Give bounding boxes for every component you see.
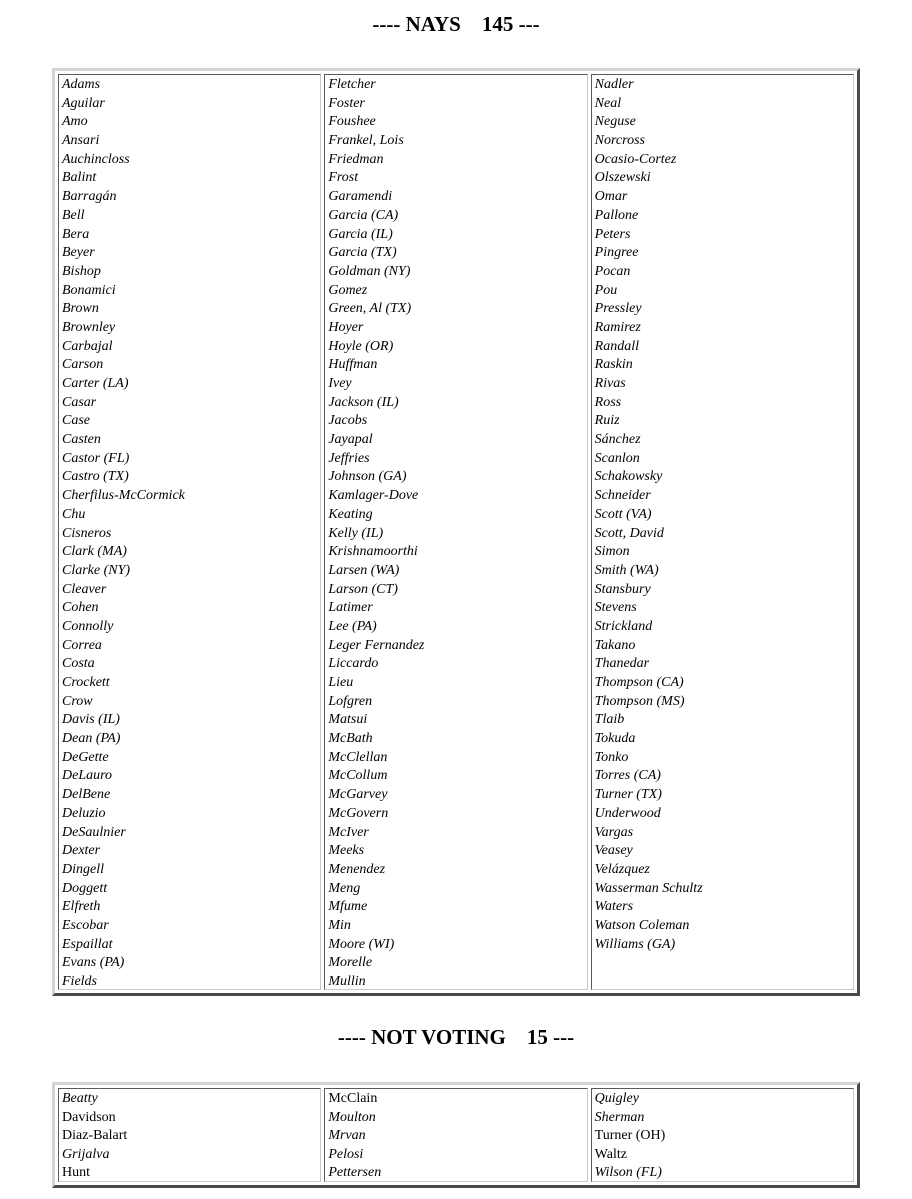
nays-member-name: Foster [328, 95, 365, 111]
nays-member-name: Bera [62, 226, 90, 242]
nays-member-name: McBath [328, 731, 373, 747]
nays-member-name: Wasserman Schultz [594, 880, 703, 896]
nays-member-name: Frankel, Lois [328, 133, 404, 149]
nays-member-name: Balint [62, 170, 97, 186]
nays-member-name: DeLauro [62, 768, 113, 784]
nays-member-name: Neal [594, 95, 622, 111]
nays-member-name: Tonko [594, 749, 629, 765]
nays-member-name: Schneider [594, 488, 651, 504]
nays-member-name: Deluzio [62, 805, 106, 821]
nays-member-name: Gomez [328, 282, 368, 298]
nays-member-name: Lofgren [328, 693, 373, 709]
nays-member-name: Velázquez [594, 861, 650, 877]
nays-member-name: Barragán [62, 189, 117, 205]
nays-member-name: Keating [328, 506, 373, 522]
nays-member-name: Cohen [62, 600, 99, 616]
nays-member-name: Crockett [62, 675, 110, 690]
nays-member-name: DelBene [62, 787, 111, 803]
nays-member-name: Foushee [328, 114, 376, 130]
not-voting-member-name: McClain [328, 1091, 378, 1106]
nays-member-name: Meeks [328, 843, 365, 859]
nays-member-name: Rivas [594, 376, 626, 391]
nays-member-name: Escobar [62, 917, 109, 933]
nays-member-name: DeSaulnier [62, 824, 126, 840]
not-voting-column-2 [324, 1088, 587, 1182]
nays-member-name: Fletcher [328, 77, 376, 92]
nays-member-name: McIver [328, 824, 369, 840]
nays-member-name: Garcia (IL) [328, 226, 393, 242]
nays-member-name: Larsen (WA) [328, 562, 400, 578]
nays-member-name: Torres (CA) [594, 768, 661, 784]
nays-member-name: Fields [62, 974, 97, 989]
nays-member-name: Hoyle (OR) [328, 338, 394, 354]
nays-member-name: Norcross [594, 133, 645, 149]
nays-table [52, 68, 860, 996]
nays-member-name: Carbajal [62, 338, 113, 354]
not-voting-member-name: Diaz-Balart [62, 1128, 128, 1144]
nays-member-name: Smith (WA) [594, 562, 659, 578]
nays-member-name: Matsui [328, 712, 368, 728]
nays-member-name: McGarvey [328, 787, 388, 803]
nays-member-name: Sánchez [594, 432, 641, 448]
nays-member-name: Kelly (IL) [328, 525, 384, 541]
nays-member-name: Moore (WI) [328, 936, 395, 952]
nays-member-name: Scott (VA) [594, 506, 652, 522]
nays-member-name: Omar [594, 189, 628, 205]
nays-member-name: Underwood [594, 805, 661, 821]
nays-member-name: Mullin [328, 974, 366, 989]
nays-member-name: Clark (MA) [62, 544, 127, 560]
nays-member-name: Ivey [328, 376, 352, 391]
not-voting-member-name: Turner (OH) [594, 1128, 666, 1144]
nays-member-name: Casar [62, 394, 97, 410]
nays-member-name: Ocasio-Cortez [594, 151, 677, 167]
nays-member-name: McClellan [328, 749, 388, 765]
nays-member-name: Green, Al (TX) [328, 301, 412, 317]
nays-member-name: Turner (TX) [594, 787, 662, 803]
nays-member-name: Williams (GA) [594, 936, 676, 952]
not-voting-member-name: Mrvan [328, 1128, 366, 1144]
nays-member-name: Friedman [328, 151, 384, 167]
nays-member-name: Johnson (GA) [328, 469, 407, 485]
nays-member-name: Chu [62, 506, 86, 522]
nays-member-name: Evans (PA) [62, 955, 125, 971]
nays-member-name: Ruiz [594, 413, 620, 429]
nays-member-name: Pressley [594, 301, 642, 317]
nays-member-name: Vargas [594, 824, 634, 840]
nays-member-name: Clarke (NY) [62, 562, 131, 578]
nays-member-name: Neguse [594, 114, 636, 130]
nays-member-name: Ross [594, 394, 622, 410]
not-voting-member-name: Sherman [594, 1109, 645, 1125]
nays-member-name: Leger Fernandez [328, 637, 425, 653]
nays-member-name: Morelle [328, 955, 373, 971]
nays-member-name: Carson [62, 357, 104, 373]
nays-member-name: Brown [62, 301, 99, 317]
not-voting-heading: ---- NOT VOTING 15 --- [337, 1025, 575, 1049]
nays-member-name: DeGette [62, 749, 109, 765]
nays-member-name: Stansbury [594, 581, 651, 597]
nays-member-name: Dexter [62, 843, 101, 859]
nays-member-name: Brownley [62, 319, 116, 335]
nays-member-name: Huffman [328, 357, 378, 373]
not-voting-member-name: Beatty [62, 1091, 98, 1106]
nays-member-name: Takano [594, 637, 636, 653]
nays-member-name: Beyer [62, 245, 95, 261]
nays-member-name: Scott, David [594, 525, 664, 541]
nays-member-name: Thompson (MS) [594, 693, 685, 709]
nays-member-name: Min [328, 917, 351, 933]
not-voting-table [52, 1082, 860, 1188]
nays-member-name: Carter (LA) [62, 376, 129, 391]
nays-member-name: Cherfilus-McCormick [62, 488, 185, 504]
not-voting-column-1 [58, 1088, 321, 1182]
not-voting-member-name: Pettersen [328, 1165, 382, 1181]
nays-member-name: Kamlager-Dove [328, 488, 419, 504]
nays-member-name: Ramirez [594, 319, 641, 335]
nays-member-name: Thanedar [594, 656, 650, 672]
nays-member-name: Garcia (TX) [328, 245, 397, 261]
not-voting-member-name: Quigley [594, 1091, 639, 1106]
not-voting-member-name: Hunt [62, 1165, 90, 1181]
nays-heading: ---- NAYS 145 --- [372, 12, 540, 36]
nays-member-name: McCollum [328, 768, 388, 784]
nays-member-name: Larson (CT) [328, 581, 398, 597]
nays-member-name: Bishop [62, 263, 101, 279]
nays-member-name: Strickland [594, 618, 653, 634]
nays-member-name: Bonamici [62, 282, 116, 298]
nays-member-name: Pingree [594, 245, 639, 261]
nays-member-name: Watson Coleman [594, 917, 690, 933]
nays-member-name: Garcia (CA) [328, 207, 399, 223]
nays-member-name: Thompson (CA) [594, 675, 684, 690]
not-voting-column-3 [591, 1088, 854, 1182]
nays-member-name: Meng [328, 880, 361, 896]
nays-member-name: Garamendi [328, 189, 393, 205]
nays-member-name: Costa [62, 656, 95, 672]
nays-member-name: Cisneros [62, 525, 112, 541]
nays-member-name: Simon [594, 544, 630, 560]
not-voting-member-name: Pelosi [328, 1146, 364, 1162]
nays-member-name: Jackson (IL) [328, 394, 399, 410]
nays-member-name: Elfreth [62, 899, 101, 915]
nays-member-name: McGovern [328, 805, 389, 821]
nays-member-name: Olszewski [594, 170, 651, 186]
nays-column-1 [58, 74, 321, 990]
nays-member-name: Krishnamoorthi [328, 544, 418, 560]
nays-member-name: Auchincloss [62, 151, 130, 167]
nays-member-name: Stevens [594, 600, 637, 616]
nays-member-name: Dingell [62, 861, 104, 877]
not-voting-member-name: Wilson (FL) [594, 1165, 662, 1181]
not-voting-member-name: Moulton [328, 1109, 376, 1125]
nays-member-name: Casten [62, 432, 101, 448]
nays-member-name: Peters [594, 226, 631, 242]
nays-member-name: Jayapal [328, 432, 373, 448]
nays-member-name: Latimer [328, 600, 373, 616]
nays-member-name: Raskin [594, 357, 633, 373]
nays-member-name: Lieu [328, 675, 354, 690]
not-voting-member-name: Grijalva [62, 1146, 110, 1162]
nays-member-name: Nadler [594, 77, 634, 92]
nays-member-name: Dean (PA) [62, 731, 121, 747]
nays-member-name: Davis (IL) [62, 712, 120, 728]
not-voting-member-name: Davidson [62, 1109, 116, 1125]
nays-member-name: Mfume [328, 899, 368, 915]
nays-column-3 [591, 74, 854, 990]
nays-member-name: Crow [62, 693, 93, 709]
nays-member-name: Doggett [62, 880, 108, 896]
nays-member-name: Liccardo [328, 656, 379, 672]
nays-member-name: Tlaib [594, 712, 625, 728]
nays-member-name: Espaillat [62, 936, 113, 952]
nays-member-name: Jeffries [328, 450, 370, 466]
nays-member-name: Waters [594, 899, 634, 915]
nays-member-name: Frost [328, 170, 359, 186]
nays-member-name: Menendez [328, 861, 386, 877]
nays-member-name: Pocan [594, 263, 631, 279]
not-voting-member-name: Waltz [594, 1146, 627, 1162]
nays-member-name: Case [62, 413, 90, 429]
nays-member-name: Pallone [594, 207, 639, 223]
nays-member-name: Castor (FL) [62, 450, 130, 466]
nays-member-name: Randall [594, 338, 639, 354]
nays-member-name: Pou [594, 282, 618, 298]
nays-member-name: Adams [62, 77, 101, 92]
nays-member-name: Veasey [594, 843, 633, 859]
nays-member-name: Castro (TX) [62, 469, 129, 485]
nays-member-name: Amo [62, 114, 88, 130]
nays-column-2 [324, 74, 587, 990]
nays-member-name: Cleaver [62, 581, 107, 597]
nays-member-name: Tokuda [594, 731, 636, 747]
nays-member-name: Hoyer [328, 319, 364, 335]
nays-member-name: Ansari [62, 133, 100, 149]
nays-member-name: Jacobs [328, 413, 368, 429]
nays-member-name: Connolly [62, 618, 114, 634]
nays-member-name: Schakowsky [594, 469, 663, 485]
nays-member-name: Goldman (NY) [328, 263, 411, 279]
nays-member-name: Bell [62, 207, 85, 223]
nays-member-name: Correa [62, 637, 102, 653]
nays-member-name: Aguilar [62, 95, 105, 111]
nays-member-name: Lee (PA) [328, 618, 377, 634]
nays-member-name: Scanlon [594, 450, 640, 466]
